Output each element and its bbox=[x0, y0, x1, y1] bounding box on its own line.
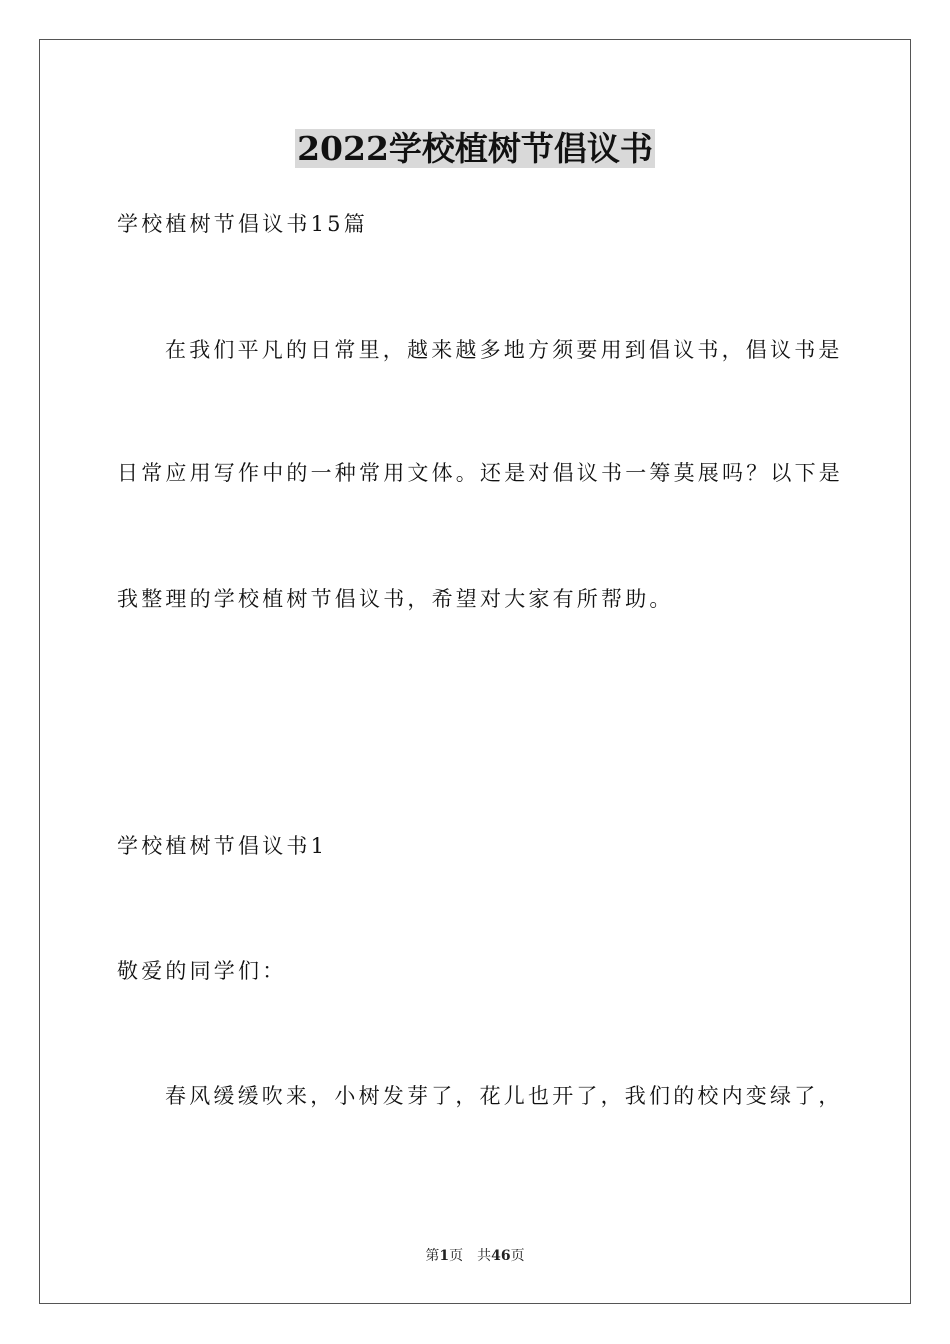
footer-total-prefix: 共 bbox=[477, 1248, 492, 1264]
paragraph-1-line-1: 在我们平凡的日常里，越来越多地方须要用到倡议书，倡议书是 bbox=[165, 338, 843, 362]
paragraph-1-line-3: 我整理的学校植树节倡议书，希望对大家有所帮助。 bbox=[117, 587, 674, 611]
document-title-text: 2022学校植树节倡议书 bbox=[297, 129, 653, 168]
paragraph-2-line-1: 春风缓缓吹来，小树发芽了，花儿也开了，我们的校内变绿了， bbox=[165, 1084, 843, 1108]
footer-total-pages: 46 bbox=[491, 1248, 511, 1264]
footer-page-number: 1 bbox=[439, 1248, 450, 1264]
page-footer bbox=[0, 1247, 950, 1265]
footer-page-prefix: 第 bbox=[425, 1248, 440, 1264]
footer-page-suffix: 页 bbox=[449, 1248, 464, 1264]
document-subtitle: 学校植树节倡议书15篇 bbox=[117, 212, 368, 236]
greeting: 敬爱的同学们： bbox=[117, 959, 287, 983]
paragraph-1-line-2: 日常应用写作中的一种常用文体。还是对倡议书一筹莫展吗？以下是 bbox=[117, 461, 843, 485]
section-1-heading: 学校植树节倡议书1 bbox=[117, 834, 328, 858]
document-title bbox=[0, 124, 950, 174]
footer-total-suffix: 页 bbox=[510, 1248, 525, 1264]
